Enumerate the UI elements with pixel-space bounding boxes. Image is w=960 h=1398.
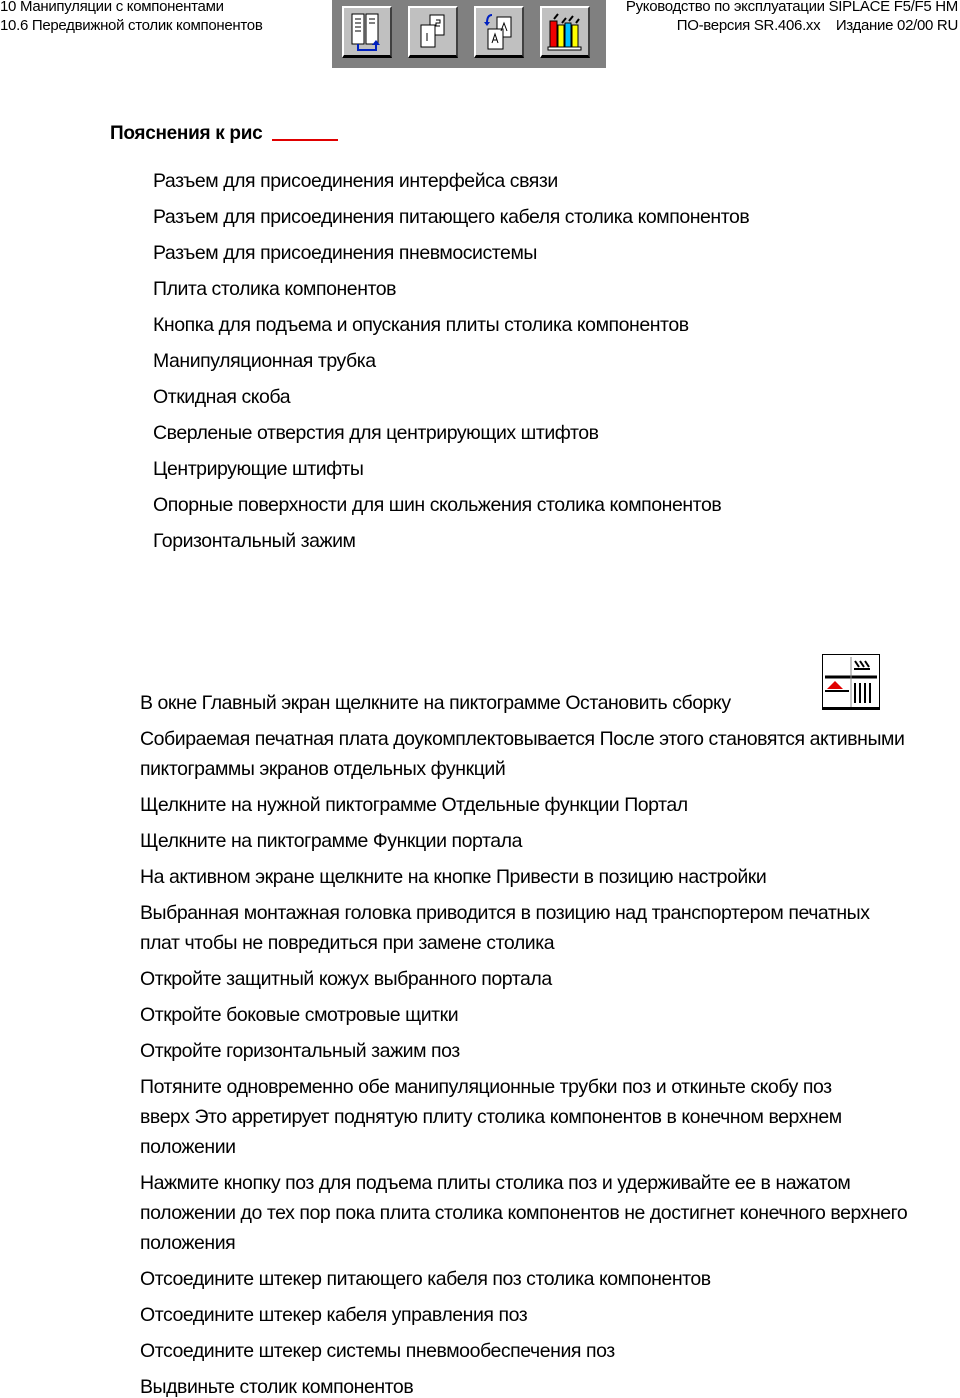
step-line: Отсоедините штекер питающего кабеля поз столика компонентов	[140, 1268, 711, 1290]
step-line: Потяните одновременно обе манипуляционные трубки поз и откиньте скобу поз	[140, 1076, 832, 1098]
navigation-toolbar	[332, 0, 606, 68]
legend-item: Разъем для присоединения пневмосистемы	[153, 242, 537, 264]
step-line: Отсоедините штекер кабеля управления поз	[140, 1304, 528, 1326]
header-chapter: 10 Манипуляции с компонентами	[0, 0, 224, 15]
pages-button[interactable]	[408, 6, 458, 58]
books-icon	[546, 11, 584, 53]
legend-item: Кнопка для подъема и опускания плиты столика компонентов	[153, 314, 689, 336]
step-line: Откройте защитный кожух выбранного портала	[140, 968, 552, 990]
legend-title	[110, 121, 338, 145]
header-manual: Руководство по эксплуатации SIPLACE F5/F5 HM	[625, 0, 958, 15]
legend-title-text: Пояснения к рис	[110, 123, 263, 144]
step-line: плат чтобы не повредиться при замене столика	[140, 932, 555, 954]
legend-item: Манипуляционная трубка	[153, 350, 376, 372]
step-line: Собираемая печатная плата доукомплектовывается После этого становятся активными	[140, 728, 905, 750]
pages-icon	[414, 11, 452, 53]
legend-item: Горизонтальный зажим	[153, 530, 356, 552]
step-line: Отсоедините штекер системы пневмообеспечения поз	[140, 1340, 615, 1362]
step-line: Щелкните на пиктограмме Функции портала	[140, 830, 522, 852]
index-button[interactable]	[474, 6, 524, 58]
legend-item: Разъем для присоединения интерфейса связи	[153, 170, 558, 192]
legend-item: Сверленые отверстия для центрирующих штифтов	[153, 422, 599, 444]
index-icon	[480, 11, 518, 53]
header-version: ПО-версия SR.406.xx	[676, 17, 821, 34]
step-line: вверх Это арретирует поднятую плиту столика компонентов в конечном верхнем	[140, 1106, 842, 1128]
header-edition: Издание 02/00 RU	[835, 17, 958, 34]
step-line: Выдвиньте столик компонентов	[140, 1376, 414, 1398]
step-line: положении до тех пор пока плита столика компонентов не достигнет конечного верхнего	[140, 1202, 908, 1224]
legend-item: Плита столика компонентов	[153, 278, 397, 300]
legend-item: Центрирующие штифты	[153, 458, 364, 480]
step-line: Щелкните на нужной пиктограмме Отдельные функции Портал	[140, 794, 688, 816]
header-version-edition	[677, 17, 958, 34]
step-line: На активном экране щелкните на кнопке Привести в позицию настройки	[140, 866, 767, 888]
step-line: В окне Главный экран щелкните на пиктограмме Остановить сборку	[140, 692, 731, 714]
step-line: Откройте боковые смотровые щитки	[140, 1004, 459, 1026]
step-line: положения	[140, 1232, 236, 1254]
contents-button[interactable]	[342, 6, 392, 58]
header-section: 10.6 Передвижной столик компонентов	[0, 17, 263, 34]
books-button[interactable]	[540, 6, 590, 58]
contents-icon	[348, 11, 386, 53]
legend-item: Откидная скоба	[153, 386, 291, 408]
figure-number-blank	[272, 121, 338, 141]
step-line: Откройте горизонтальный зажим поз	[140, 1040, 460, 1062]
step-line: пиктограммы экранов отдельных функций	[140, 758, 506, 780]
legend-item: Опорные поверхности для шин скольжения столика компонентов	[153, 494, 722, 516]
step-line: Нажмите кнопку поз для подъема плиты столика поз и удерживайте ее в нажатом	[140, 1172, 851, 1194]
step-line: положении	[140, 1136, 236, 1158]
step-line: Выбранная монтажная головка приводится в позицию над транспортером печатных	[140, 902, 870, 924]
legend-item: Разъем для присоединения питающего кабеля столика компонентов	[153, 206, 750, 228]
stop-assembly-icon	[822, 654, 880, 710]
